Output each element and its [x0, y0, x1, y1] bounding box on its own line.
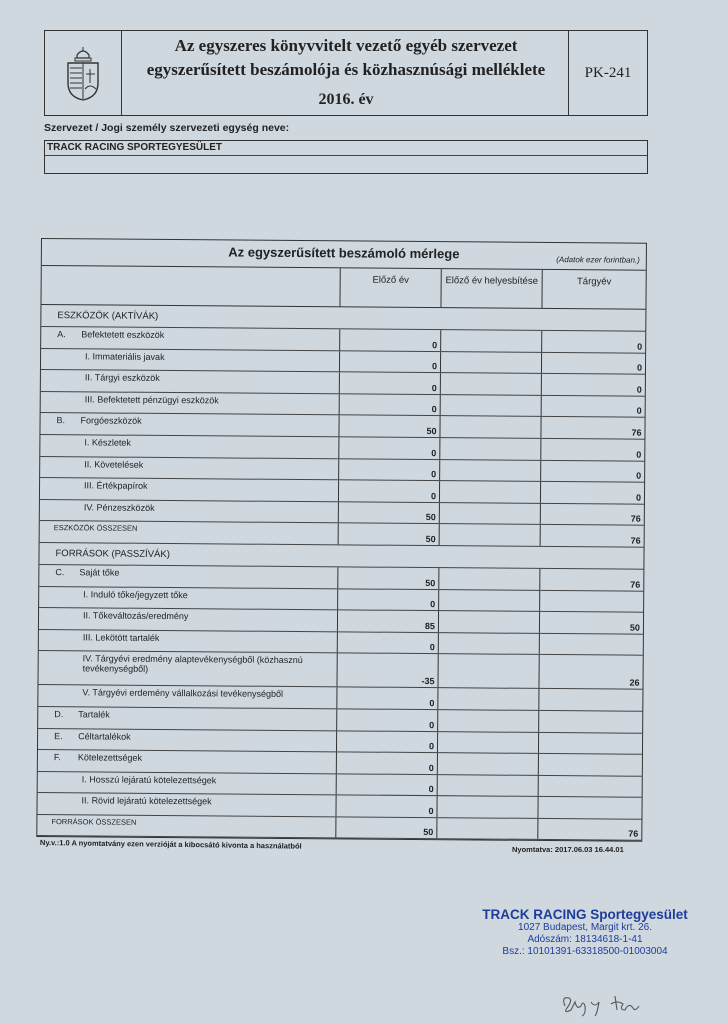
value-prev-year: 0 [338, 437, 439, 458]
stamp-tax-number: Adószám: 18134618-1-41 [527, 934, 643, 945]
row-label [41, 392, 339, 415]
value-correction [438, 590, 539, 611]
stamp-name: TRACK RACING Sportegyesület [482, 907, 688, 922]
row-label-text: V. Tárgyévi erdemény vállalkozási tevékenységből [82, 687, 284, 700]
value-prev-year: 0 [336, 709, 437, 730]
balance-title: Az egyszerűsített beszámoló mérlege [228, 244, 460, 262]
value-correction [438, 611, 539, 632]
value-correction [440, 352, 541, 373]
row-label-text: Forgóeszközök [80, 415, 142, 427]
value-prev-year: 50 [338, 416, 439, 437]
value-prev-year: 0 [339, 394, 440, 415]
row-label [39, 587, 337, 610]
value-correction [436, 796, 537, 817]
balance-body [37, 305, 645, 841]
value-prev-year: 50 [338, 524, 439, 545]
value-current-year: 76 [537, 819, 641, 840]
value-prev-year: 0 [336, 688, 437, 709]
row-label [41, 349, 339, 372]
value-current-year: 0 [541, 331, 645, 352]
row-label-text: II. Követelések [84, 458, 144, 470]
organization-divider [45, 155, 647, 156]
value-prev-year: -35 [336, 654, 437, 688]
organization-name: TRACK RACING SPORTEGYESÜLET [47, 142, 223, 153]
section-heading: ESZKÖZÖK (AKTÍVÁK) [41, 305, 645, 332]
row-label-text: FORRÁSOK ÖSSZESEN [51, 816, 137, 827]
balance-title-row [42, 239, 646, 271]
unit-note: (Adatok ezer forintban.) [556, 255, 640, 265]
value-correction [440, 330, 541, 351]
form-title [122, 31, 570, 115]
row-label-text: ESZKÖZÖK ÖSSZESEN [53, 523, 138, 534]
row-label-text: Céltartalékok [78, 730, 131, 742]
value-correction [439, 503, 540, 524]
row-label-text: II. Tárgyi eszközök [84, 372, 160, 384]
row-prefix: E. [54, 730, 63, 741]
row-label-text: II. Rövid lejáratú kötelezettségek [81, 795, 212, 807]
handwritten-signature [555, 988, 645, 1023]
value-correction [439, 438, 540, 459]
value-current-year: 76 [540, 417, 644, 438]
section-heading: FORRÁSOK (PASSZÍVÁK) [39, 543, 643, 570]
value-correction [437, 775, 538, 796]
row-label [41, 327, 339, 350]
value-current-year: 0 [540, 439, 644, 460]
value-correction [438, 633, 539, 654]
value-prev-year: 50 [338, 502, 439, 523]
row-label [37, 815, 335, 838]
row-label [39, 565, 337, 588]
value-prev-year: 0 [336, 731, 437, 752]
row-prefix: A. [57, 329, 66, 340]
row-label [38, 772, 336, 795]
value-correction [440, 395, 541, 416]
row-label [40, 435, 338, 458]
value-correction [438, 568, 539, 589]
value-correction [440, 373, 541, 394]
value-prev-year: 0 [339, 351, 440, 372]
row-label [38, 685, 336, 708]
row-label-text: IV. Tárgyévi eredmény alaptevékenységből (közhasznú tevékenységből) [82, 653, 303, 675]
row-prefix: C. [55, 567, 65, 578]
value-prev-year: 0 [336, 752, 437, 773]
row-label-text: II. Tőkeváltozás/eredmény [82, 610, 189, 622]
row-label [40, 521, 338, 544]
title-line-2: egyszerűsített beszámolója és közhasznúsági melléklete [146, 60, 546, 79]
row-label-text: I. Készletek [84, 437, 131, 448]
column-header-row [41, 266, 645, 310]
row-label-text: I. Hosszú lejáratú kötelezettségek [81, 774, 217, 786]
row-label-text: III. Befektetett pénzügyi eszközök [84, 394, 219, 406]
value-correction [437, 732, 538, 753]
row-label-text: IV. Pénzeszközök [83, 502, 155, 513]
row-label [38, 651, 336, 686]
row-label-text: Befektetett eszközök [81, 329, 165, 340]
value-correction [439, 524, 540, 545]
total-row [37, 815, 641, 841]
row-label [39, 630, 337, 653]
value-current-year [537, 797, 641, 818]
value-current-year: 0 [541, 353, 645, 374]
row-label [38, 728, 336, 751]
row-label [40, 457, 338, 480]
coat-of-arms-icon [45, 31, 122, 115]
row-prefix: F. [53, 752, 61, 763]
value-current-year: 76 [540, 525, 644, 546]
row-label-text: III. Lekötött tartalék [82, 632, 160, 643]
value-current-year: 0 [540, 460, 644, 481]
value-current-year: 0 [541, 396, 645, 417]
row-label [37, 793, 335, 816]
version-note: Ny.v.:1.0 A nyomtatvány ezen verzióját a kibocsátó kivonta a használatból [39, 838, 302, 851]
column-header-correction: Előző év helyesbítése [440, 269, 541, 308]
row-label [40, 413, 338, 436]
report-year: 2016. év [318, 91, 374, 108]
value-correction [436, 818, 537, 839]
stamp-address: 1027 Budapest, Margit krt. 26. [518, 922, 652, 933]
organization-label: Szervezet / Jogi személy szervezeti egység neve: [44, 122, 290, 134]
row-label [40, 500, 338, 523]
value-current-year [538, 711, 642, 732]
row-label [40, 478, 338, 501]
column-header-prev: Előző év [339, 268, 440, 307]
value-prev-year: 85 [337, 610, 438, 631]
balance-sheet-table [36, 238, 647, 842]
value-prev-year: 0 [338, 459, 439, 480]
title-line-1: Az egyszeres könyvvitelt vezető egyéb szervezet [174, 36, 518, 55]
value-current-year: 0 [541, 374, 645, 395]
row-label [41, 370, 339, 393]
form-header [44, 30, 648, 116]
value-prev-year: 0 [336, 774, 437, 795]
row-label-text: III. Értékpapírok [84, 480, 148, 492]
column-header-label [41, 266, 339, 306]
value-correction [439, 417, 540, 438]
row-label [38, 707, 336, 730]
value-prev-year: 50 [337, 567, 438, 588]
value-correction [437, 753, 538, 774]
value-current-year [538, 754, 642, 775]
row-label-text: Saját tőke [79, 567, 120, 578]
value-current-year: 76 [540, 504, 644, 525]
row-label-text: I. Immateriális javak [85, 350, 165, 362]
value-prev-year: 50 [335, 817, 436, 838]
row-label [38, 750, 336, 773]
value-current-year: 0 [540, 482, 644, 503]
value-current-year: 76 [539, 569, 643, 590]
value-correction [437, 688, 538, 709]
value-correction [439, 481, 540, 502]
organization-box [44, 140, 648, 174]
value-current-year: 50 [539, 612, 643, 633]
value-prev-year: 0 [338, 480, 439, 501]
row-label [39, 608, 337, 631]
print-timestamp: Nyomtatva: 2017.06.03 16.44.01 [512, 845, 624, 854]
value-correction [439, 460, 540, 481]
row-label-text: Kötelezettségek [77, 752, 143, 763]
value-current-year: 26 [538, 655, 642, 689]
organization-stamp [470, 907, 700, 958]
value-correction [437, 654, 538, 688]
value-current-year [539, 634, 643, 655]
value-current-year [538, 732, 642, 753]
value-current-year [538, 776, 642, 797]
table-row [38, 651, 642, 690]
row-label-text: I. Induló tőke/jegyzett tőke [83, 588, 188, 600]
stamp-bank-account: Bsz.: 10101391-63318500-01003004 [502, 946, 668, 957]
value-prev-year: 0 [339, 329, 440, 350]
column-header-current: Tárgyév [541, 270, 645, 309]
value-correction [437, 710, 538, 731]
value-prev-year: 0 [337, 589, 438, 610]
value-current-year [538, 689, 642, 710]
value-current-year [539, 590, 643, 611]
row-prefix: B. [56, 415, 66, 426]
value-prev-year: 0 [337, 632, 438, 653]
row-prefix: D. [54, 709, 64, 720]
form-code: PK-241 [568, 31, 647, 115]
value-prev-year: 0 [335, 796, 436, 817]
row-label-text: Tartalék [78, 709, 110, 720]
value-prev-year: 0 [339, 373, 440, 394]
